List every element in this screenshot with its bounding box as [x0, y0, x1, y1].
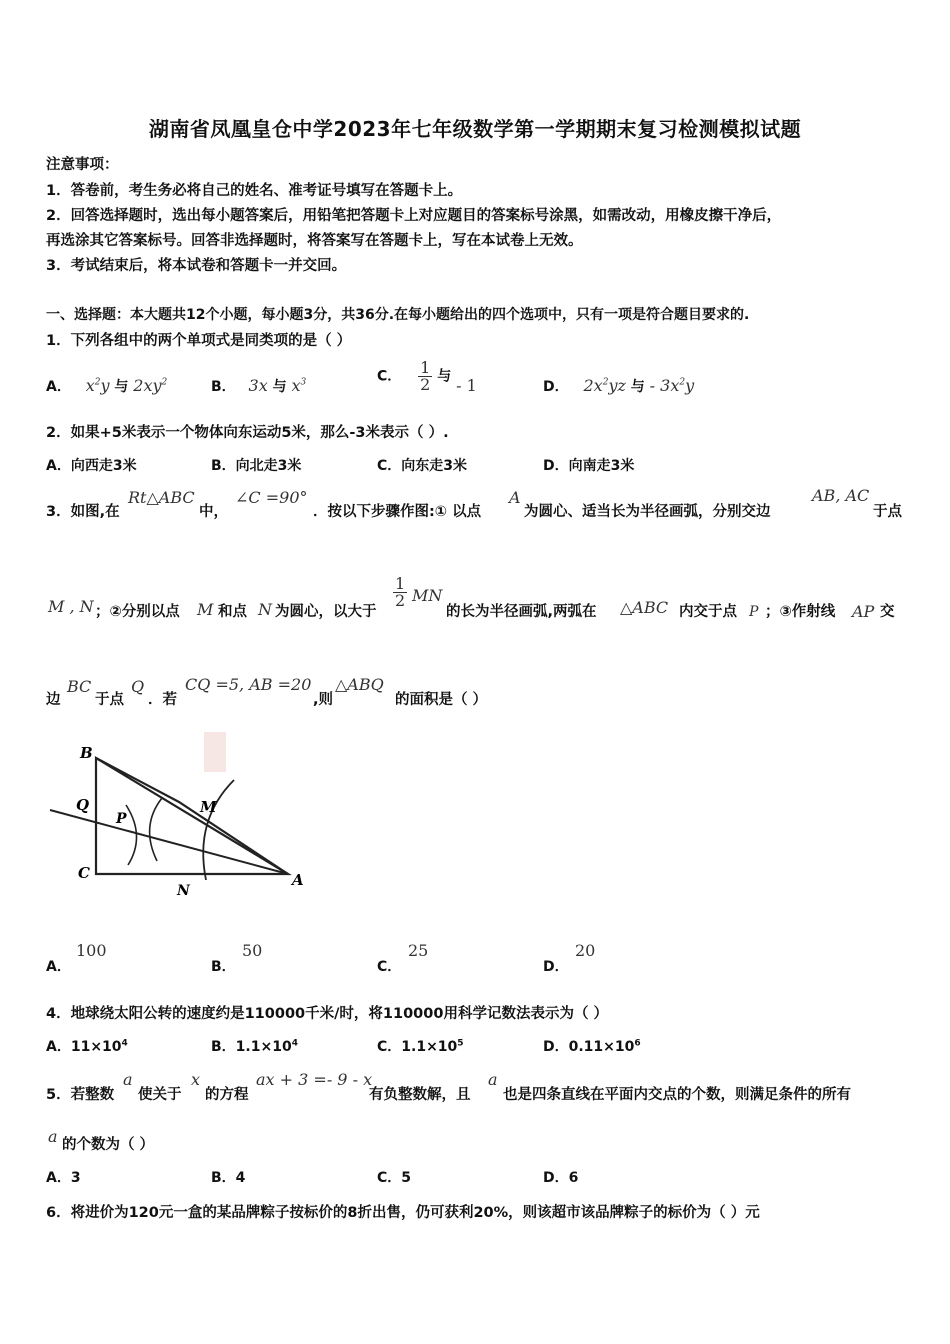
label-a: A — [292, 871, 304, 889]
q3-text-6: ；②分别以点 — [95, 604, 180, 620]
q6-stem: 6．将进价为120元一盒的某品牌粽子按标价的8折出售，仍可获利20%，则该超市该品牌粽子的标价为（ ）元 — [46, 1205, 760, 1221]
q3-text-11: ；③作射线 — [765, 604, 836, 620]
q3-option-a-label: A． — [46, 959, 71, 975]
notice-line-3: 3．考试结束后，将本试卷和答题卡一并交回。 — [46, 258, 347, 274]
q3-math-mn: MN — [412, 586, 443, 605]
q3-math-triangle-abc: △ABC — [620, 598, 669, 617]
q3-text-7: 和点 — [218, 604, 247, 620]
q3-text-3: ．按以下步骤作图:① 以点 — [313, 504, 482, 520]
q3-text-10: 内交于点 — [679, 604, 737, 620]
q3-text-1: 3．如图,在 — [46, 504, 120, 520]
notice-heading: 注意事项： — [46, 157, 119, 173]
label-p: P — [116, 811, 127, 827]
q3-option-c-label: C． — [377, 959, 402, 975]
q3-text-17: 的面积是（ ） — [395, 692, 488, 708]
q5-text-1: 5．若整数 — [46, 1087, 115, 1103]
q3-text-14: 于点 — [95, 692, 124, 708]
q3-text-5: 于点 — [873, 504, 902, 520]
arc-mn — [203, 780, 234, 880]
q3-math-m-n: M , N — [48, 597, 94, 616]
q4-stem: 4．地球绕太阳公转的速度约是110000千米/时，将110000用科学记数法表示为（ ） — [46, 1006, 608, 1022]
q3-text-9: 的长为半径画弧,两弧在 — [446, 604, 597, 620]
q3-math-bc: BC — [67, 677, 92, 696]
q2-option-a: A．向西走3米 — [46, 458, 137, 474]
q3-math-ap: AP — [852, 602, 875, 621]
q2-option-d: D．向南走3米 — [543, 458, 635, 474]
q5-text-5: 也是四条直线在平面内交点的个数，则满足条件的所有 — [503, 1087, 851, 1103]
q1-option-a: A． $x^2y$ 与 $2xy^2$ — [46, 376, 168, 395]
q3-text-15: ．若 — [148, 692, 177, 708]
q3-text-8: 为圆心，以大于 — [275, 604, 377, 620]
q2-option-c: C．向东走3米 — [377, 458, 468, 474]
q3-math-angle-c: ∠C =90° — [235, 488, 308, 507]
q3-math-n: N — [258, 600, 272, 619]
q5-option-b: B．4 — [211, 1170, 246, 1186]
q3-option-c-value: 25 — [408, 941, 429, 960]
q5-text-2: 使关于 — [138, 1087, 182, 1103]
section-heading: 一、选择题：本大题共12个小题，每小题3分，共36分.在每小题给出的四个选项中，只有一项是符合题目要求的. — [46, 307, 750, 323]
q1-option-b: B． 3x 与 $x^3$ — [211, 376, 307, 395]
q5-math-a: a — [123, 1070, 133, 1089]
q4-option-c: C．$1.1\times 10^5$ — [377, 1038, 464, 1055]
q1-option-c: C． $\frac{1}{2}$ 与 - 1 — [377, 358, 477, 395]
q5-option-c: C．5 — [377, 1170, 412, 1186]
q3-option-d-label: D． — [543, 959, 569, 975]
q5-math-a-3: a — [48, 1127, 58, 1146]
q3-figure — [44, 730, 324, 905]
label-c: C — [78, 864, 90, 882]
label-m: M — [200, 798, 217, 816]
arc-from-n — [126, 805, 137, 865]
q3-option-d-value: 20 — [575, 941, 596, 960]
q3-text-4: 为圆心、适当长为半径画弧，分别交边 — [524, 504, 771, 520]
notice-line-2b: 再选涂其它答案标号。回答非选择题时，将答案写在答题卡上，写在本试卷上无效。 — [46, 233, 583, 249]
q3-math-rt-abc: Rt△ABC — [128, 488, 195, 507]
q3-math-p: P — [749, 604, 759, 620]
notice-line-1: 1．答卷前，考生务必将自己的姓名、准考证号填写在答题卡上。 — [46, 183, 463, 199]
q3-option-a-value: 100 — [76, 941, 107, 960]
q5-text-3: 的方程 — [205, 1087, 249, 1103]
label-b: B — [80, 744, 93, 762]
q3-math-m: M — [197, 600, 214, 619]
q3-math-q: Q — [131, 677, 145, 696]
q4-option-d: D．$0.11\times 10^6$ — [543, 1038, 641, 1055]
q5-math-equation: ax + 3 =- 9 - x — [256, 1070, 373, 1089]
q1-option-d: D． $2x^2yz$ 与 - $3x^2y$ — [543, 376, 695, 395]
q1-stem: 1．下列各组中的两个单项式是同类项的是（ ） — [46, 333, 352, 349]
q5-text-4: 有负整数解，且 — [369, 1087, 471, 1103]
q3-math-triangle-abq: △ABQ — [335, 675, 384, 694]
page-title: 湖南省凤凰皇仓中学2023年七年级数学第一学期期末复习检测模拟试题 — [148, 117, 802, 141]
q3-math-half: $\frac{1}{2}$ — [395, 574, 406, 610]
q5-option-d: D．6 — [543, 1170, 579, 1186]
q3-math-a: A — [509, 488, 521, 507]
arc-from-m — [150, 798, 162, 861]
q3-math-cq-ab: CQ =5, AB =20 — [185, 675, 312, 694]
q5-option-a: A．3 — [46, 1170, 81, 1186]
q3-math-ab-ac: AB, AC — [812, 486, 870, 505]
q3-option-b-value: 50 — [242, 941, 263, 960]
q4-option-b: B．$1.1\times 10^4$ — [211, 1038, 298, 1055]
q5-math-x: x — [191, 1070, 201, 1089]
q5-math-a-2: a — [488, 1070, 498, 1089]
q3-text-2: 中， — [199, 504, 228, 520]
q5-text-6: 的个数为（ ） — [62, 1137, 155, 1153]
q2-stem: 2．如果+5米表示一个物体向东运动5米，那么-3米表示（ ）. — [46, 425, 449, 441]
q4-option-a: A．$11\times 10^4$ — [46, 1038, 128, 1055]
q2-option-b: B．向北走3米 — [211, 458, 302, 474]
label-n: N — [177, 883, 190, 899]
q3-option-b-label: B． — [211, 959, 236, 975]
figure-smudge — [204, 732, 226, 772]
q3-text-12: 交 — [880, 604, 895, 620]
notice-line-2a: 2．回答选择题时，选出每小题答案后，用铅笔把答题卡上对应题目的答案标号涂黑，如需改动，用橡皮擦干净后， — [46, 208, 782, 224]
q3-text-16: ,则 — [313, 692, 334, 708]
label-q: Q — [76, 796, 90, 814]
q3-text-13: 边 — [46, 692, 61, 708]
